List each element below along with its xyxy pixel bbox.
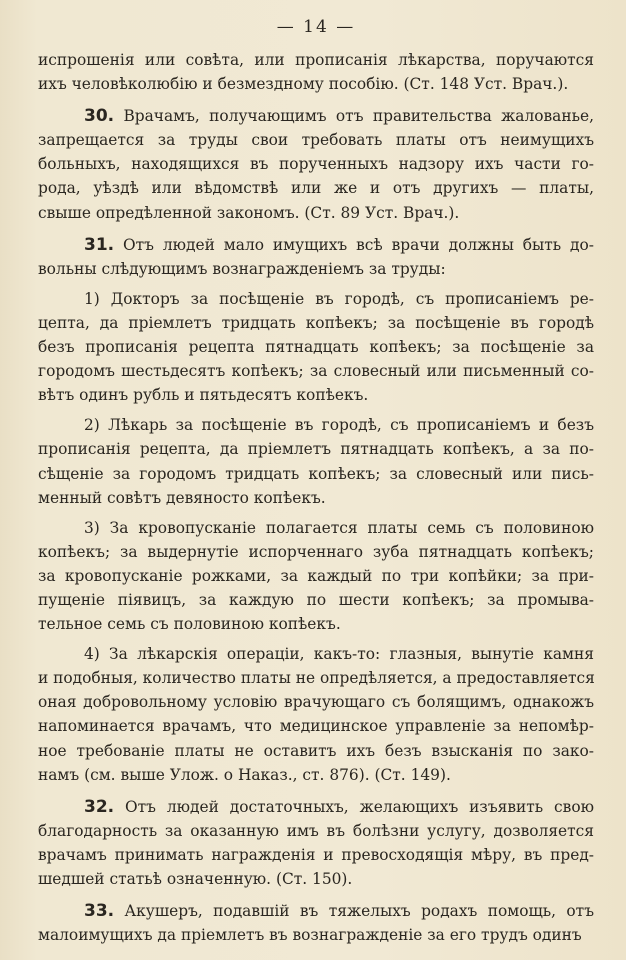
list-item-paragraph <box>38 642 594 787</box>
line-text: ное требованіе платы не оставитъ ихъ безъ взысканія по зако- <box>38 741 594 760</box>
line-text: и подобныя, количество платы не опредѣляется, а предоставляется <box>38 669 595 688</box>
text-line <box>38 714 594 738</box>
line-text: за кровопусканіе рожками, за каждый по три копѣйки; за при- <box>38 566 594 585</box>
line-text: 2) Лѣкарь за посѣщеніе въ городѣ, съ прописаніемъ и безъ <box>84 416 594 435</box>
line-text: напоминается врачамъ, что медицинское управленіе за непомѣр- <box>38 717 594 736</box>
text-line <box>38 383 594 407</box>
line-text: шедшей статьѣ означенную. (Ст. 150). <box>38 870 353 888</box>
text-line <box>38 201 594 225</box>
text-line <box>38 666 594 690</box>
line-text: Акушеръ, подавшій въ тяжелыхъ родахъ помощь, отъ <box>124 902 594 921</box>
line-text: оная добровольному условію врачующаго съ болящимъ, однакожъ <box>38 693 594 712</box>
line-text: ихъ человѣколюбію и безмездному пособію. (Ст. 148 Уст. Врач.). <box>38 75 569 94</box>
text-line <box>38 462 594 486</box>
line-text: свыше опредѣленной закономъ. (Ст. 89 Уст. Врач.). <box>38 203 460 222</box>
text-line <box>38 359 594 383</box>
text-line <box>38 540 594 564</box>
text-line <box>38 413 594 437</box>
text-line <box>38 128 594 152</box>
article-number: 32. <box>84 796 115 817</box>
text-line <box>38 335 594 359</box>
line-text: запрещается за труды свои требовать платы отъ неимущихъ <box>38 131 594 150</box>
text-line <box>38 923 594 947</box>
line-text: безъ прописанія рецепта пятнадцать копѣекъ; за посѣщеніе за <box>38 338 594 357</box>
line-text: городомъ шестьдесятъ копѣекъ; за словесный или письменный со- <box>38 362 594 381</box>
text-line <box>38 588 594 612</box>
text-line <box>38 564 594 588</box>
page-number: — 14 — <box>276 17 356 37</box>
text-line <box>38 516 594 540</box>
text-line <box>38 257 594 281</box>
text-line <box>38 819 594 843</box>
article-number: 31. <box>84 234 115 255</box>
text-line <box>38 867 594 891</box>
text-line <box>38 843 594 867</box>
article-number: 33. <box>84 901 115 922</box>
line-text: благодарность за оказанную имъ въ болѣзни услугу, дозволяется <box>38 821 594 840</box>
text-line <box>38 763 594 787</box>
text-line <box>38 437 594 461</box>
text-line <box>38 176 594 200</box>
line-text: 1) Докторъ за посѣщеніе въ городѣ, съ прописаніемъ ре- <box>84 289 594 308</box>
article-number: 30. <box>84 106 115 127</box>
text-line <box>38 287 594 311</box>
text-line <box>38 48 594 72</box>
article-paragraph <box>38 899 594 947</box>
text-line <box>38 152 594 176</box>
line-text: больныхъ, находящихся въ порученныхъ надзору ихъ части го- <box>38 155 594 174</box>
line-text: малоимущихъ да пріемлетъ въ вознагражденіе за его трудъ одинъ <box>38 926 582 945</box>
article-paragraph <box>38 795 594 891</box>
text-line <box>38 739 594 763</box>
line-text: Врачамъ, получающимъ отъ правительства жалованье, <box>123 107 594 126</box>
line-text: копѣекъ; за выдернутіе испорченнаго зуба пятнадцать копѣекъ; <box>38 542 594 561</box>
line-text: пущеніе піявицъ, за каждую по шести копѣекъ; за промыва- <box>38 590 594 609</box>
line-text: вольны слѣдующимъ вознагражденіемъ за труды: <box>38 259 446 278</box>
text-line <box>38 311 594 335</box>
article-paragraph <box>38 104 594 224</box>
line-text: испрошенія или совѣта, или прописанія лѣкарства, поручаются <box>38 51 594 69</box>
text-line <box>38 899 594 923</box>
line-text: 4) За лѣкарскія операціи, какъ-то: глазныя, вынутіе камня <box>84 645 594 664</box>
text-line <box>38 795 594 819</box>
line-text: тельное семь съ половиною копѣекъ. <box>38 615 341 634</box>
line-text: Отъ людей мало имущихъ всѣ врачи должны быть до- <box>123 235 594 254</box>
line-text: цепта, да пріемлетъ тридцать копѣекъ; за посѣщеніе въ городѣ <box>38 313 594 332</box>
text-line <box>38 642 594 666</box>
list-item-paragraph <box>38 287 594 407</box>
line-text: менный совѣтъ девяносто копѣекъ. <box>38 488 326 507</box>
line-text: рода, уѣздѣ или вѣдомствѣ или же и отъ другихъ — платы, <box>38 179 594 198</box>
text-line <box>38 612 594 636</box>
article-paragraph <box>38 233 594 281</box>
line-text: прописанія рецепта, да пріемлетъ пятнадцать копѣекъ, а за по- <box>38 440 594 459</box>
line-text: 3) За кровопусканіе полагается платы семь съ половиною <box>84 518 594 537</box>
list-item-paragraph <box>38 413 594 509</box>
text-line <box>38 104 594 128</box>
text-line <box>38 72 594 96</box>
continuation-paragraph <box>38 48 594 96</box>
line-text: Отъ людей достаточныхъ, желающихъ изъявить свою <box>125 797 594 816</box>
line-text: вѣтъ одинъ рубль и пятьдесятъ копѣекъ. <box>38 386 369 405</box>
body-text <box>38 48 594 947</box>
line-text: намъ (см. выше Улож. о Наказ., ст. 876). (Ст. 149). <box>38 765 451 784</box>
line-text: сѣщеніе за городомъ тридцать копѣекъ; за словесный или пись- <box>38 464 594 483</box>
text-line <box>38 486 594 510</box>
text-line <box>38 233 594 257</box>
line-text: врачамъ принимать награжденія и превосходящія мѣру, въ пред- <box>38 845 594 864</box>
list-item-paragraph <box>38 516 594 636</box>
text-line <box>38 690 594 714</box>
